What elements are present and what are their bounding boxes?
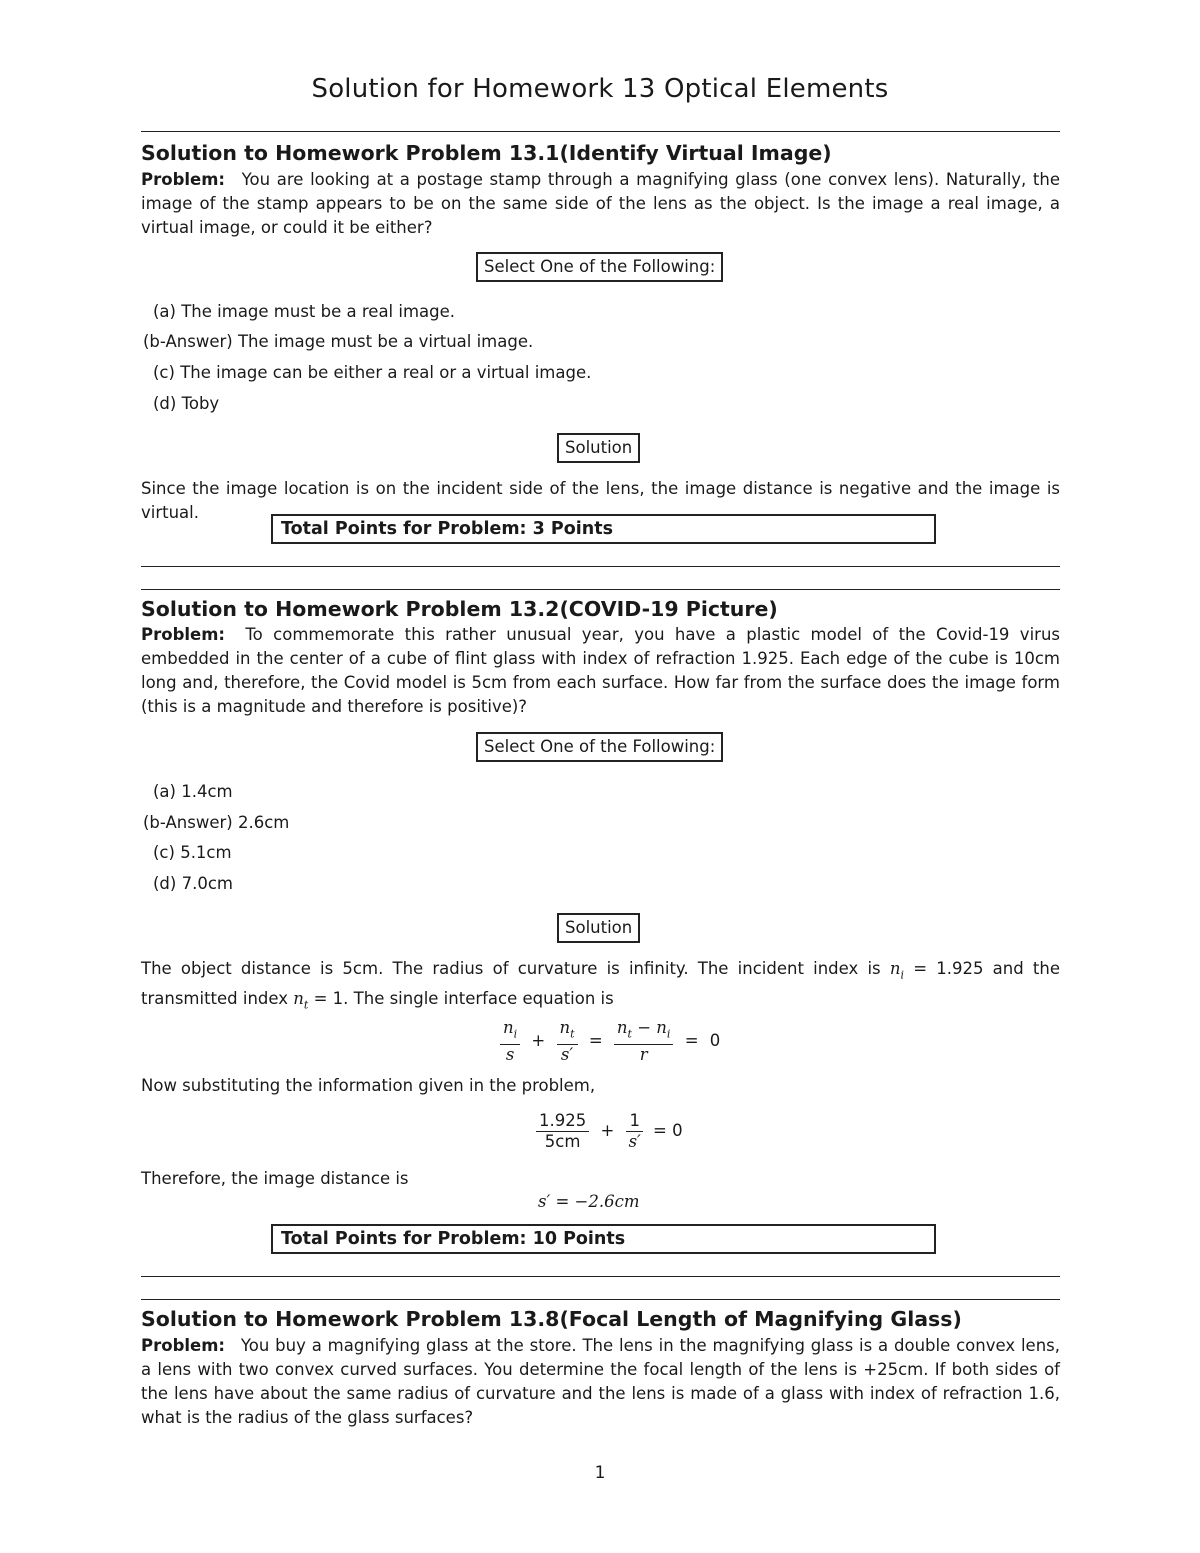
problem-text: You are looking at a postage stamp through a magnifying glass (one convex lens). Naturally, the image of the stamp appears to be on the same side of the lens as the object. Is the image a real image, a virtual image, or could it be either? (141, 170, 1061, 237)
option-a: (a) The image must be a real image. (153, 302, 456, 321)
problem-heading: Solution to Homework Problem 13.1(Identify Virtual Image) (141, 141, 832, 165)
option-a: (a) 1.4cm (153, 782, 233, 801)
fraction: $\frac{n_t - n_i}{r}$ (614, 1018, 674, 1065)
problem-label: Problem: (141, 170, 226, 189)
single-interface-equation: $\frac{n_i}{s}$ + $\frac{n_t}{s'}$ = $\frac{n_t - n_i}{r}$ = 0 (500, 1018, 720, 1065)
problem-text: You buy a magnifying glass at the store. The lens in the magnifying glass is a double convex lens, a lens with two convex curved surfaces. You determine the focal length of the lens is +25cm. If both sides of the lens have about the same radius of curvature and the lens is made of a glass with index of refraction 1.6, what is the radius of the glass surfaces? (141, 1336, 1060, 1427)
problem-heading: Solution to Homework Problem 13.2(COVID-19 Picture) (141, 597, 778, 621)
option-b-answer: (b-Answer) The image must be a virtual image. (143, 332, 534, 351)
select-label-box: Select One of the Following: (476, 252, 723, 282)
problem-statement (141, 168, 1060, 240)
problem-label: Problem: (141, 625, 226, 644)
substitution-equation: $\frac{1.925}{5cm}$ + $\frac{1}{s'}$ = 0 (536, 1111, 683, 1152)
solution-text-part: = 1. The single interface equation is (313, 989, 614, 1009)
solution-text: Therefore, the image distance is (141, 1169, 409, 1188)
select-label-box: Select One of the Following: (476, 732, 723, 762)
problem-statement (141, 623, 1060, 719)
points-box: Total Points for Problem: 3 Points (271, 514, 936, 544)
divider (141, 566, 1060, 567)
index-symbol: $n_i$ (889, 959, 905, 982)
option-c: (c) 5.1cm (153, 843, 232, 862)
problem-heading: Solution to Homework Problem 13.8(Focal Length of Magnifying Glass) (141, 1307, 962, 1331)
solution-label-box: Solution (557, 433, 640, 463)
problem-text: To commemorate this rather unusual year, you have a plastic model of the Covid-19 virus embedded in the center of a cube of flint glass with index of refraction 1.925. Each edge of the cube is 10cm long and, therefore, the Covid model is 5cm from each surface. How far from the surface does the image form (this is a magnitude and therefore is positive)? (141, 625, 1060, 716)
option-d: (d) Toby (153, 394, 220, 413)
fraction: $\frac{n_i}{s}$ (500, 1018, 520, 1065)
fraction: $\frac{1.925}{5cm}$ (536, 1111, 589, 1152)
solution-text-part: = 1.925 and the transmitted index (141, 959, 1060, 1009)
problem-statement (141, 1334, 1060, 1430)
fraction: $\frac{1}{s'}$ (626, 1111, 644, 1152)
solution-text: Now substituting the information given in the problem, (141, 1076, 596, 1095)
index-symbol: $n_t$ (293, 989, 309, 1012)
image-distance-result: s′ = −2.6cm (538, 1192, 640, 1211)
problem-label: Problem: (141, 1336, 226, 1355)
option-b-answer: (b-Answer) 2.6cm (143, 813, 290, 832)
points-box: Total Points for Problem: 10 Points (271, 1224, 936, 1254)
option-d: (d) 7.0cm (153, 874, 233, 893)
solution-text: Since the image location is on the incident side of the lens, the image distance is negative and the image is virtual. (141, 479, 1060, 522)
solution-text (141, 957, 1060, 1018)
page-number: 1 (594, 1463, 606, 1483)
option-c: (c) The image can be either a real or a virtual image. (153, 363, 592, 382)
divider (141, 589, 1060, 590)
divider (141, 131, 1060, 132)
divider (141, 1299, 1060, 1300)
fraction: $\frac{n_t}{s'}$ (557, 1018, 578, 1065)
solution-label-box: Solution (557, 913, 640, 943)
document-title: Solution for Homework 13 Optical Elements (311, 74, 889, 104)
divider (141, 1276, 1060, 1277)
solution-text-part: The object distance is 5cm. The radius of curvature is infinity. The incident index is (141, 959, 881, 978)
